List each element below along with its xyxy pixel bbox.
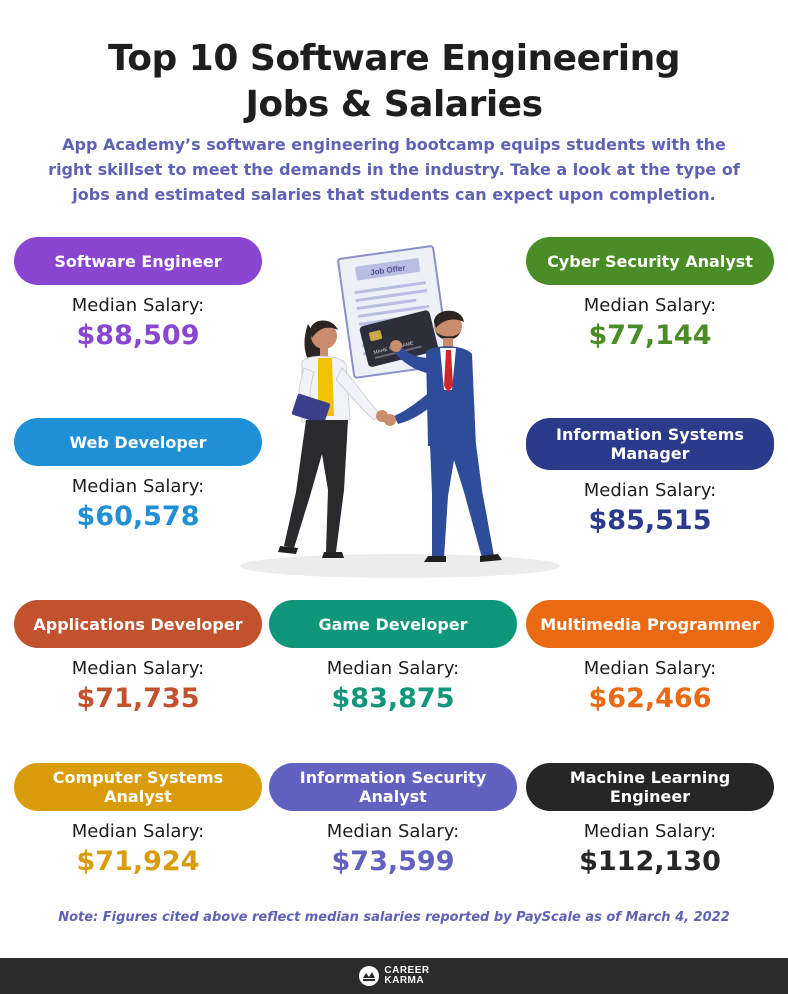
salary-value: $71,735 bbox=[76, 683, 200, 714]
job-title-pill bbox=[526, 600, 774, 648]
handshake-job-offer-illustration bbox=[232, 240, 562, 582]
job-title-line-1: Information Security bbox=[299, 768, 487, 787]
job-card-machine-learning-engineer bbox=[526, 763, 774, 879]
logo-line-2: KARMA bbox=[384, 975, 425, 986]
salary-label: Median Salary: bbox=[326, 821, 460, 842]
job-title: Web Developer bbox=[69, 432, 207, 452]
salary-label: Median Salary: bbox=[583, 480, 717, 501]
salary-value: $77,144 bbox=[588, 320, 712, 351]
logo-line-1: CAREER bbox=[384, 965, 430, 976]
job-title-pill bbox=[14, 600, 262, 648]
job-title-line-1: Information Systems bbox=[556, 425, 744, 444]
career-karma-logo-icon bbox=[358, 965, 380, 987]
salary-value: $88,509 bbox=[76, 320, 200, 351]
subtitle-line-3: jobs and estimated salaries that students can expect upon completion. bbox=[72, 185, 716, 204]
salary-label: Median Salary: bbox=[71, 658, 205, 679]
salary-label: Median Salary: bbox=[583, 658, 717, 679]
job-title-line-2: Engineer bbox=[609, 787, 691, 806]
job-card-applications-developer bbox=[14, 600, 262, 716]
salary-label: Median Salary: bbox=[71, 821, 205, 842]
subtitle-line-1: App Academy’s software engineering bootcamp equips students with the bbox=[62, 135, 726, 154]
job-title-line-2: Analyst bbox=[104, 787, 172, 806]
job-offer-title: Job Offer bbox=[369, 263, 407, 278]
job-card-information-systems-manager bbox=[526, 418, 774, 538]
job-card-game-developer bbox=[269, 600, 517, 716]
footer-bar bbox=[0, 958, 788, 994]
page-subtitle bbox=[30, 132, 758, 207]
job-card-information-security-analyst bbox=[269, 763, 517, 879]
salary-value: $85,515 bbox=[588, 505, 712, 536]
footnote: Note: Figures cited above reflect median salaries reported by PayScale as of March 4, 2022 bbox=[58, 910, 730, 925]
man-figure bbox=[384, 311, 502, 562]
job-card-software-engineer bbox=[14, 237, 262, 353]
job-title-pill bbox=[526, 763, 774, 811]
job-title bbox=[300, 768, 486, 806]
job-title-pill bbox=[14, 418, 262, 466]
salary-label: Median Salary: bbox=[326, 658, 460, 679]
job-card-web-developer bbox=[14, 418, 262, 534]
salary-label: Median Salary: bbox=[583, 295, 717, 316]
job-title: Multimedia Programmer bbox=[540, 614, 760, 634]
job-title-line-2: Analyst bbox=[359, 787, 427, 806]
ground-shadow bbox=[240, 554, 560, 578]
job-card-computer-systems-analyst bbox=[14, 763, 262, 879]
job-title-pill bbox=[14, 237, 262, 285]
career-karma-logo-text bbox=[384, 966, 429, 986]
job-title-pill bbox=[526, 418, 774, 470]
salary-value: $73,599 bbox=[331, 846, 455, 877]
job-title-pill bbox=[526, 237, 774, 285]
salary-label: Median Salary: bbox=[71, 476, 205, 497]
job-title-line-2: Manager bbox=[610, 444, 690, 463]
page-title bbox=[0, 36, 788, 128]
job-title: Game Developer bbox=[318, 614, 468, 634]
job-title bbox=[556, 425, 744, 463]
salary-label: Median Salary: bbox=[583, 821, 717, 842]
job-title: Applications Developer bbox=[33, 614, 243, 634]
title-line-1: Top 10 Software Engineering bbox=[107, 38, 680, 79]
job-card-cyber-security-analyst bbox=[526, 237, 774, 353]
salary-value: $71,924 bbox=[76, 846, 200, 877]
job-title-pill bbox=[14, 763, 262, 811]
salary-value: $62,466 bbox=[588, 683, 712, 714]
card-holder-name: MAHE bbox=[372, 346, 389, 357]
job-card-multimedia-programmer bbox=[526, 600, 774, 716]
title-line-2: Jobs & Salaries bbox=[245, 84, 543, 125]
salary-label: Median Salary: bbox=[71, 295, 205, 316]
job-title-line-1: Computer Systems bbox=[52, 768, 224, 787]
salary-value: $83,875 bbox=[331, 683, 455, 714]
job-title-pill bbox=[269, 600, 517, 648]
salary-value: $112,130 bbox=[579, 846, 721, 877]
job-title bbox=[53, 768, 223, 806]
job-title: Software Engineer bbox=[54, 251, 222, 271]
salary-value: $60,578 bbox=[76, 501, 200, 532]
subtitle-line-2: right skillset to meet the demands in the industry. Take a look at the type of bbox=[48, 160, 740, 179]
job-title bbox=[570, 768, 730, 806]
job-title: Cyber Security Analyst bbox=[547, 251, 753, 271]
job-title-pill bbox=[269, 763, 517, 811]
job-title-line-1: Machine Learning bbox=[569, 768, 731, 787]
